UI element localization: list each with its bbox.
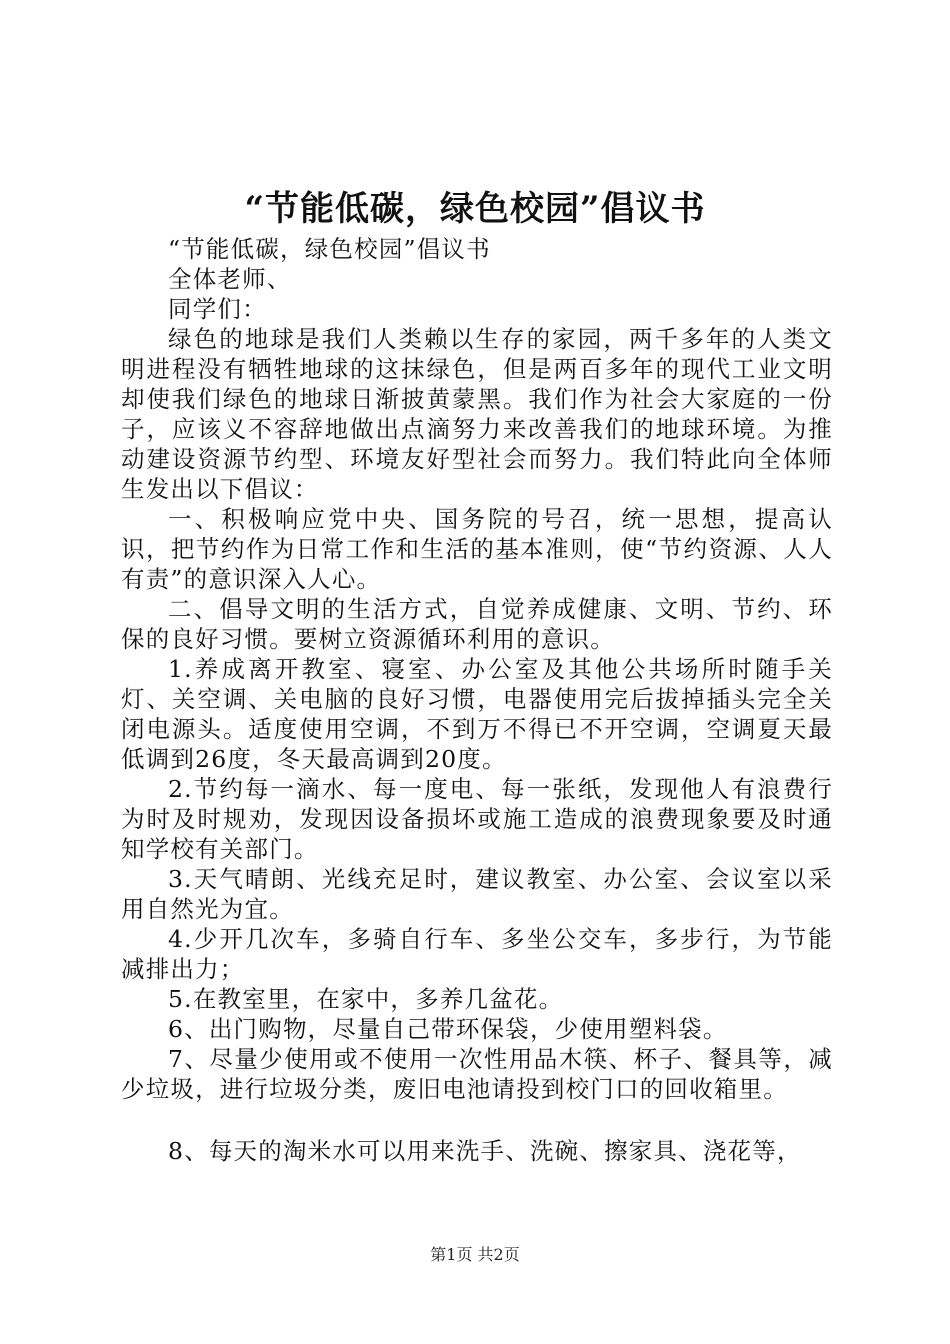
- paragraph-salutation-students: 同学们：: [168, 295, 267, 323]
- paragraph-item-1: 1.养成离开教室、寝室、办公室及其他公共场所时随手关灯、关空调、关电脑的良好习惯，电器使用完后拔掉插头完全关闭电源头。适度使用空调，不到万不得已不开空调，空调夏天最低调到26度，冬天最高调到20度。: [121, 655, 833, 773]
- paragraph-item-8: 8、每天的淘米水可以用来洗手、洗碗、擦家具、浇花等，: [168, 1137, 802, 1165]
- document-body: [121, 234, 833, 1166]
- paragraph-item-2: 2.节约每一滴水、每一度电、每一张纸，发现他人有浪费行为时及时规劝，发现因设备损坏或施工造成的浪费现象要及时通知学校有关部门。: [121, 775, 833, 863]
- paragraph-item-6: 6、出门购物，尽量自己带环保袋，少使用塑料袋。: [168, 1015, 728, 1043]
- paragraph-item-5: 5.在教室里，在家中，多养几盆花。: [168, 985, 564, 1013]
- page-indicator: 第1页 共2页: [430, 1245, 520, 1264]
- paragraph-salutation-teachers: 全体老师、: [168, 265, 292, 293]
- paragraph-item-7: 7、尽量少使用或不使用一次性用品木筷、杯子、餐具等，减少垃圾，进行垃圾分类，废旧电池请投到校门口的回收箱里。: [121, 1045, 833, 1103]
- document-title: “节能低碳，绿色校园”倡议书: [244, 189, 706, 229]
- paragraph-item-3: 3.天气晴朗、光线充足时，建议教室、办公室、会议室以采用自然光为宜。: [121, 865, 833, 923]
- paragraph-item-4: 4.少开几次车，多骑自行车、多坐公交车，多步行，为节能减排出力；: [121, 925, 833, 983]
- paragraph-proposal-2: 二、倡导文明的生活方式，自觉养成健康、文明、节约、环保的良好习惯。要树立资源循环利用的意识。: [121, 595, 833, 653]
- paragraph-subtitle: “节能低碳，绿色校园”倡议书: [168, 235, 491, 263]
- paragraph-proposal-1: 一、积极响应党中央、国务院的号召，统一思想，提高认识，把节约作为日常工作和生活的基本准则，使“节约资源、人人有责”的意识深入人心。: [121, 505, 833, 593]
- paragraph-intro: 绿色的地球是我们人类赖以生存的家园，两千多年的人类文明进程没有牺牲地球的这抹绿色，但是两百多年的现代工业文明却使我们绿色的地球日渐披黄蒙黑。我们作为社会大家庭的一份子，应该义不容辞地做出点滴努力来改善我们的地球环境。为推动建设资源节约型、环境友好型社会而努力。我们特此向全体师生发出以下倡议：: [121, 325, 833, 503]
